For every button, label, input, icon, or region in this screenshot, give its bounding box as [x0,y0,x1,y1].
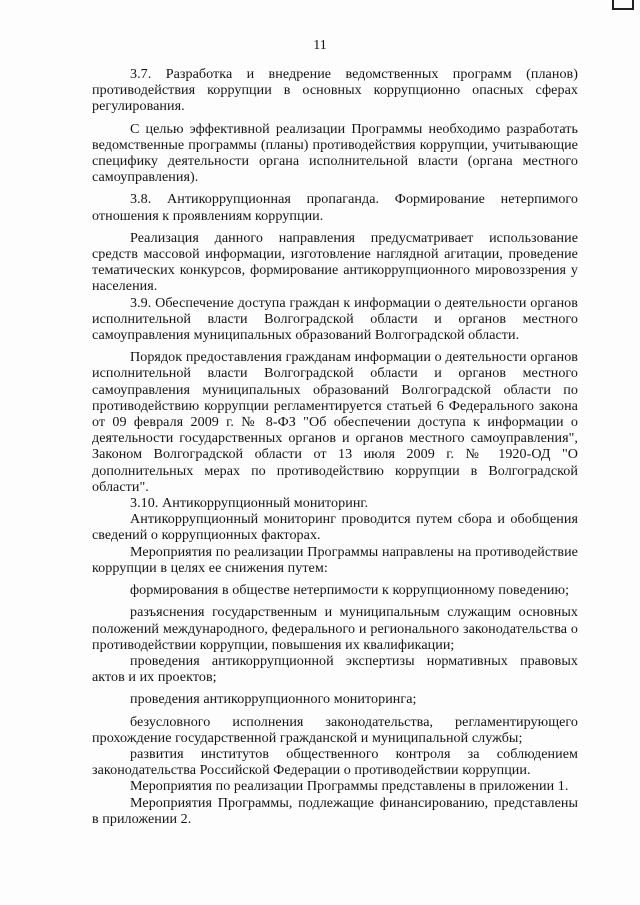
list-item: формирования в обществе нетерпимости к коррупционному поведению; [130,582,570,599]
paragraph-3-9-heading: 3.9. Обеспечение доступа граждан к информации о деятельности органов исполнительной власти Волгоградской области и органов местного самоуправления муниципальных образований Волгоградской области. [92,294,578,344]
paragraph: Мероприятия по реализации Программы направлены на противодействие коррупции в целях ее снижения путем: [92,543,578,576]
list-item: безусловного исполнения законодательства, регламентирующего прохождение государственной гражданской и муниципальной службы; [92,713,578,746]
paragraph-3-7-heading: 3.7. Разработка и внедрение ведомственных программ (планов) противодействия коррупции в основных коррупционно опасных сферах регулирования. [92,66,578,115]
paragraph: Порядок предоставления гражданам информации о деятельности органов исполнительной власти Волгоградской области и органов местного самоуправления муниципальных образований Волгоградской области по противодействию коррупции регламентируется статьей 6 Федерального закона от 09 февраля 2009 г. № 8-ФЗ "Об обеспечении доступа к информации о деятельности государственных органов и органов местного самоуправления", Законом Волгоградской области от 13 июля 2009 г. № 1920-ОД "О дополнительных мерах по противодействию коррупции в Волгоградской области". [92,349,578,495]
paragraph: Мероприятия Программы, подлежащие финансированию, представлены в приложении 2. [92,794,578,827]
list-item: развития институтов общественного контроля за соблюдением законодательства Российской Федерации о противодействии коррупции. [92,745,578,779]
paragraph: С целью эффективной реализации Программы необходимо разработать ведомственные программы (планы) противодействия коррупции, учитывающие специфику деятельности органа исполнительной власти (органа местного самоуправления). [92,120,578,186]
document-body [92,60,578,827]
paragraph: Реализация данного направления предусматривает использование средств массовой информации, изготовление наглядной агитации, проведение тематических конкурсов, формирование антикоррупционного мировоззрения у населения. [92,229,578,295]
page-number: 11 [313,38,327,53]
paragraph-3-10-heading: 3.10. Антикоррупционный мониторинг. [130,495,369,512]
list-item: разъяснения государственным и муниципальным служащим основных положений международного, федерального и регионального законодательства о противодействии коррупции, повышения их квалификации; [92,604,578,653]
paragraph: Мероприятия по реализации Программы представлены в приложении 1. [130,778,569,795]
paragraph: Антикоррупционный мониторинг проводится путем сбора и обобщения сведений о коррупционных факторах. [92,511,578,544]
list-item: проведения антикоррупционного мониторинга; [130,691,417,708]
page-corner-mark [612,0,634,10]
list-item: проведения антикоррупционной экспертизы нормативных правовых актов и их проектов; [92,652,578,686]
paragraph-3-8-heading: 3.8. Антикоррупционная пропаганда. Формирование нетерпимого отношения к проявлениям коррупции. [92,191,578,224]
